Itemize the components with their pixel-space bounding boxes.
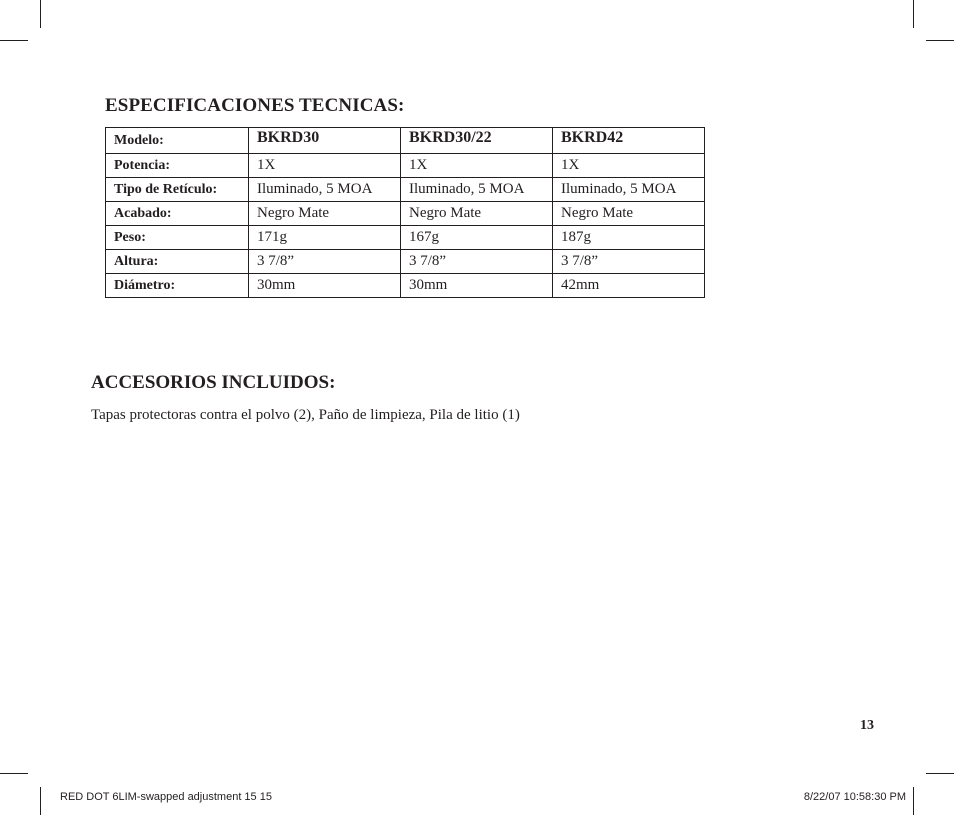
table-row [106, 178, 705, 202]
row-label: Tipo de Retículo: [106, 178, 249, 202]
cell-value: 1X [553, 154, 705, 178]
header-label: Modelo: [106, 128, 249, 154]
crop-mark-top-left-vertical [40, 0, 41, 28]
cell-value: 3 7/8” [401, 250, 553, 274]
crop-mark-bottom-left-vertical [40, 787, 41, 815]
table-row [106, 202, 705, 226]
print-slug-right: 8/22/07 10:58:30 PM [803, 791, 906, 803]
row-label: Acabado: [106, 202, 249, 226]
cell-value: Iluminado, 5 MOA [553, 178, 705, 202]
print-slug-left: RED DOT 6LIM-swapped adjustment 15 15 [60, 791, 272, 803]
table-row [106, 226, 705, 250]
cell-value: Negro Mate [401, 202, 553, 226]
crop-mark-top-left-horizontal [0, 40, 28, 41]
cell-value: 3 7/8” [249, 250, 401, 274]
row-label: Potencia: [106, 154, 249, 178]
model-header: BKRD30/22 [401, 128, 553, 154]
crop-mark-bottom-right-vertical [913, 787, 914, 815]
crop-mark-top-right-vertical [913, 0, 914, 28]
page-number: 13 [860, 718, 874, 733]
cell-value: Negro Mate [249, 202, 401, 226]
table-row [106, 274, 705, 298]
cell-value: 30mm [249, 274, 401, 298]
cell-value: 171g [249, 226, 401, 250]
row-label: Peso: [106, 226, 249, 250]
cell-value: 30mm [401, 274, 553, 298]
cell-value: Iluminado, 5 MOA [401, 178, 553, 202]
crop-mark-bottom-left-horizontal [0, 773, 28, 774]
spec-table [105, 127, 705, 298]
spec-section-title: ESPECIFICACIONES TECNICAS: [105, 95, 405, 116]
model-header: BKRD42 [553, 128, 705, 154]
row-label: Altura: [106, 250, 249, 274]
cell-value: 42mm [553, 274, 705, 298]
cell-value: Negro Mate [553, 202, 705, 226]
cell-value: Iluminado, 5 MOA [249, 178, 401, 202]
table-row [106, 154, 705, 178]
crop-mark-top-right-horizontal [926, 40, 954, 41]
cell-value: 187g [553, 226, 705, 250]
model-header: BKRD30 [249, 128, 401, 154]
cell-value: 1X [249, 154, 401, 178]
cell-value: 3 7/8” [553, 250, 705, 274]
accessories-section-title: ACCESORIOS INCLUIDOS: [91, 372, 336, 393]
accessories-text: Tapas protectoras contra el polvo (2), Paño de limpieza, Pila de litio (1) [91, 407, 520, 423]
row-label: Diámetro: [106, 274, 249, 298]
spec-table-header-row [106, 128, 705, 154]
crop-mark-bottom-right-horizontal [926, 773, 954, 774]
cell-value: 1X [401, 154, 553, 178]
table-row [106, 250, 705, 274]
cell-value: 167g [401, 226, 553, 250]
